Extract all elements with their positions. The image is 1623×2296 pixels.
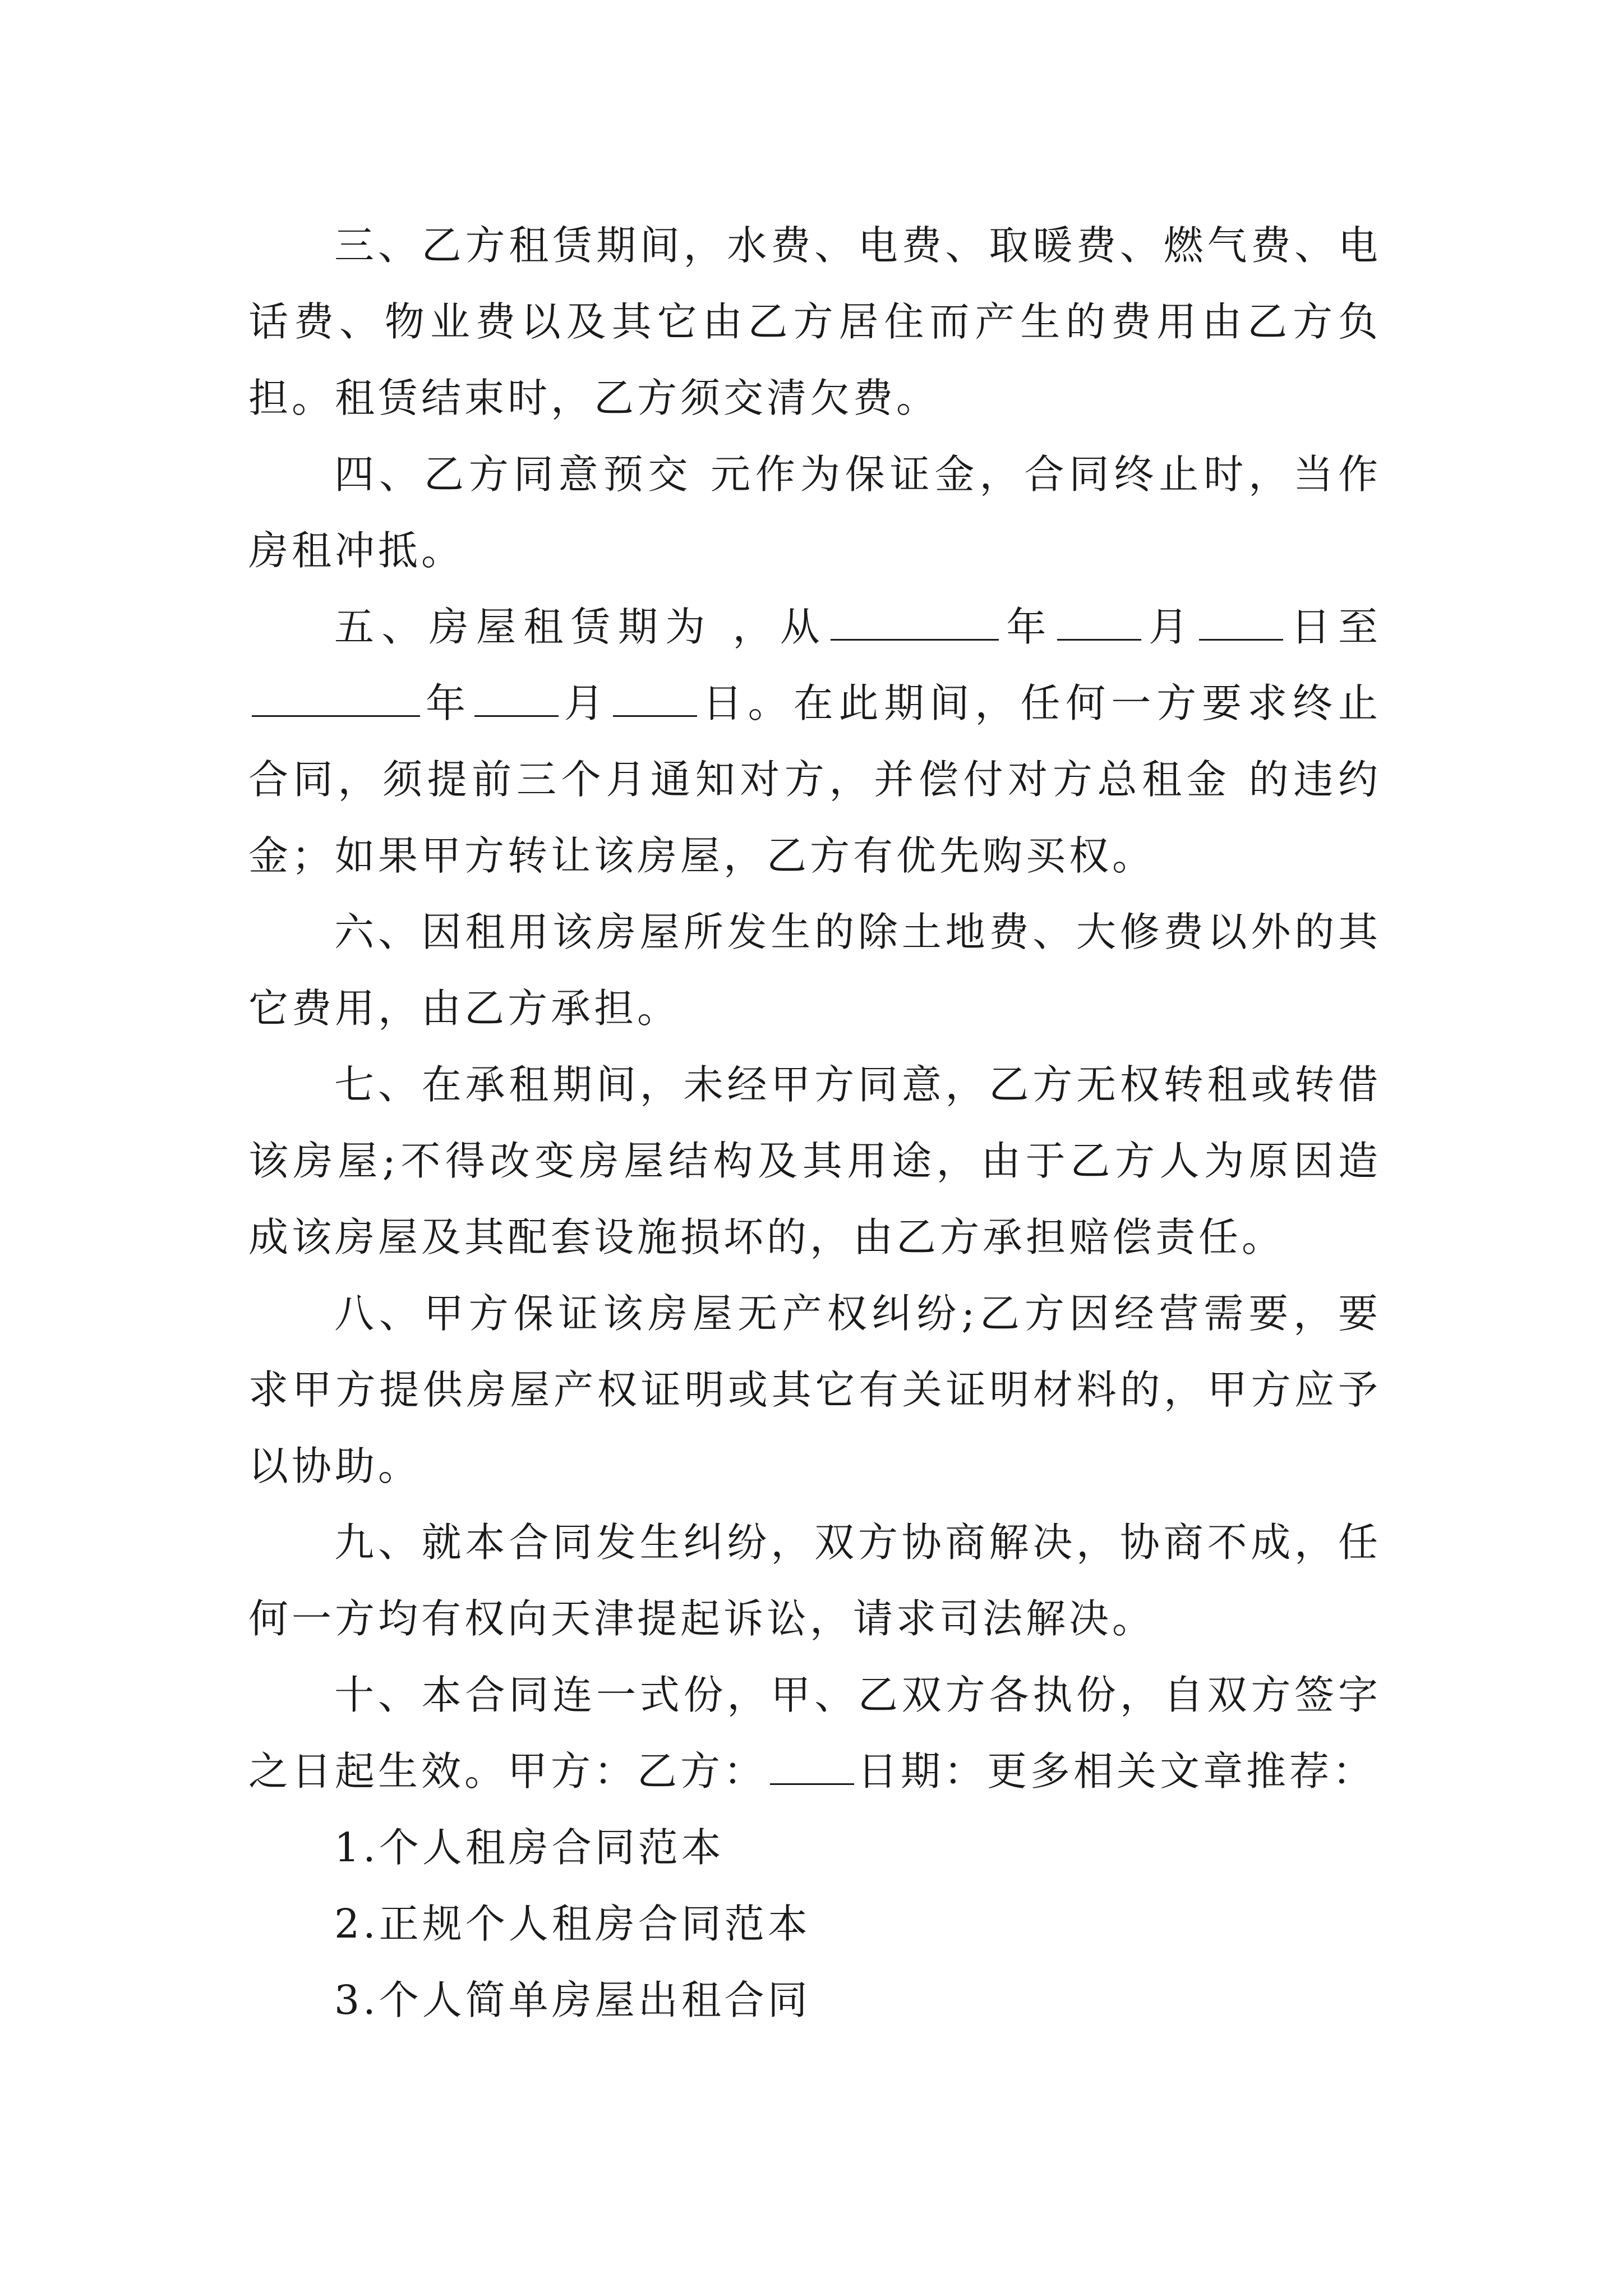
clause-5-text-b: 年 — [1002, 604, 1054, 650]
clause-3: 三、乙方租赁期间，水费、电费、取暖费、燃气费、电话费、物业费以及其它由乙方居住而产生的费用由乙方负担。租赁结束时，乙方须交清欠费。 — [248, 222, 1381, 421]
clause-10 — [248, 1657, 1381, 1810]
blank-end-month — [474, 680, 559, 717]
clause-10-text-a: 十、本合同连一式份，甲、乙双方各执份，自双方签字之日起生效。甲方：乙方： — [248, 1672, 1381, 1795]
clause-5-text-f: 月 — [561, 680, 610, 726]
blank-start-year — [831, 604, 999, 641]
clause-7: 七、在承租期间，未经甲方同意，乙方无权转租或转借该房屋;不得改变房屋结构及其用途，由于乙方人为原因造成该房屋及其配套设施损坏的，由乙方承担赔偿责任。 — [248, 1061, 1381, 1260]
related-article-link[interactable]: 2.正规个人租房合同范本 — [334, 1901, 811, 1947]
blank-end-day — [613, 680, 697, 717]
clause-9: 九、就本合同发生纠纷，双方协商解决，协商不成，任何一方均有权向天津提起诉讼，请求司法解决。 — [248, 1519, 1381, 1642]
document-body — [248, 208, 1381, 2039]
clause-5-text-e: 年 — [423, 680, 471, 726]
related-article-link[interactable]: 3.个人简单房屋出租合同 — [334, 1977, 811, 2023]
blank-start-day — [1199, 604, 1283, 641]
related-articles-list — [248, 1810, 1381, 2039]
clause-5 — [248, 589, 1381, 894]
clause-8: 八、甲方保证该房屋无产权纠纷;乙方因经营需要，要求甲方提供房屋产权证明或其它有关证明材料的，甲方应予以协助。 — [248, 1290, 1381, 1489]
related-article-link[interactable]: 1.个人租房合同范本 — [334, 1824, 725, 1871]
clause-5-text-g: 日。在此期间，任何一方要求终止合同，须提前三个月通知对方，并偿付对方总租金 的违约金；如果甲方转让该房屋，乙方有优先购买权。 — [248, 680, 1381, 879]
clause-6: 六、因租用该房屋所发生的除土地费、大修费以外的其它费用，由乙方承担。 — [248, 909, 1381, 1032]
clause-5-text-d: 日至 — [1287, 604, 1381, 650]
blank-signature — [770, 1749, 854, 1785]
clause-4: 四、乙方同意预交 元作为保证金，合同终止时，当作房租冲抵。 — [248, 451, 1381, 574]
clause-5-text-c: 月 — [1144, 604, 1196, 650]
blank-end-year — [252, 680, 420, 717]
clause-10-text-b: 日期：更多相关文章推荐： — [857, 1748, 1376, 1795]
clause-5-text-a: 五、房屋租赁期为 ，从 — [334, 604, 828, 650]
blank-start-month — [1057, 604, 1141, 641]
